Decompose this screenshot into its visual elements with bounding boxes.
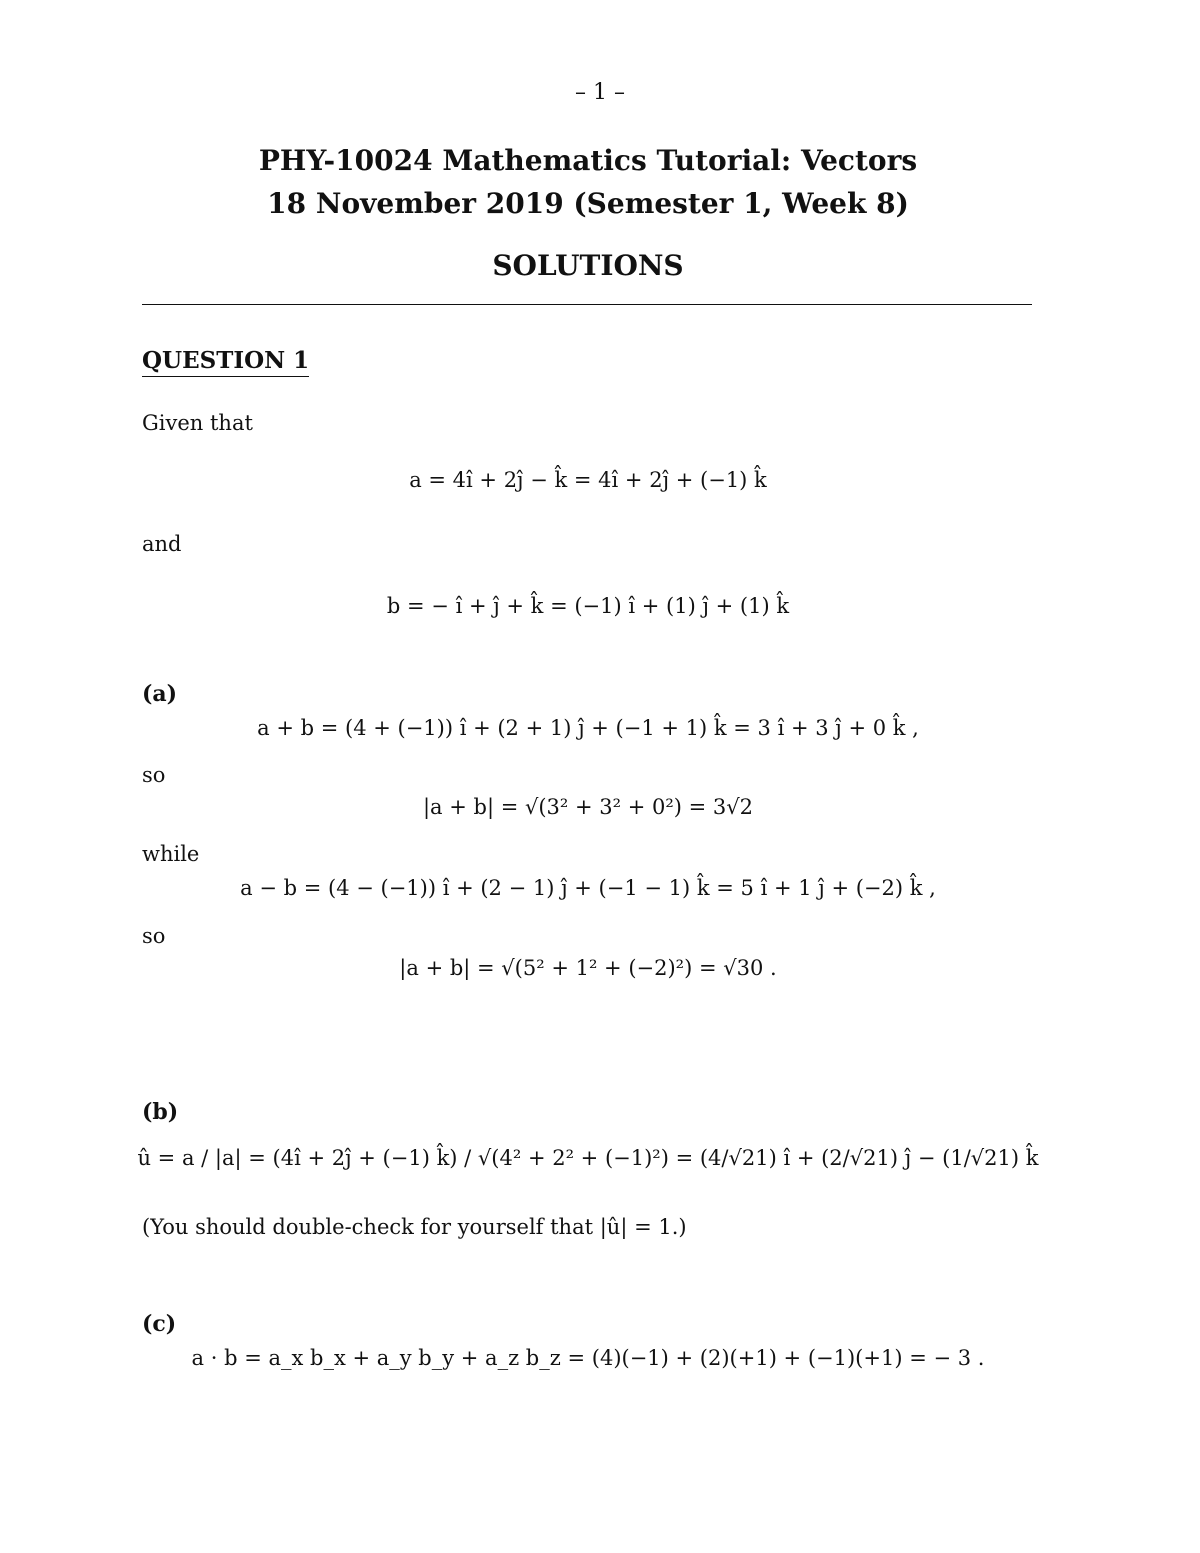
- equation-magnitude-diff: |a + b| = √(5² + 1² + (−2)²) = √30 .: [399, 956, 777, 980]
- part-c-label: (c): [142, 1311, 177, 1337]
- and-text: and: [142, 532, 182, 556]
- equation-unit-vector: û = a / |a| = (4î + 2ĵ + (−1) k̂) / √(4² + 2² + (−1)²) = (4/√21) î + (2/√21) ĵ − (1/√21) k̂: [137, 1146, 1039, 1170]
- page-number: – 1 –: [575, 80, 625, 105]
- so-text-2: so: [142, 924, 166, 948]
- title-line-1: PHY-10024 Mathematics Tutorial: Vectors: [258, 144, 918, 177]
- equation-a-minus-b: a − b = (4 − (−1)) î + (2 − 1) ĵ + (−1 − 1) k̂ = 5 î + 1 ĵ + (−2) k̂ ,: [240, 876, 936, 900]
- equation-a: a = 4î + 2ĵ − k̂ = 4î + 2ĵ + (−1) k̂: [409, 468, 767, 492]
- so-text-1: so: [142, 763, 166, 787]
- equation-a-plus-b: a + b = (4 + (−1)) î + (2 + 1) ĵ + (−1 + 1) k̂ = 3 î + 3 ĵ + 0 k̂ ,: [257, 716, 919, 740]
- title-line-3: SOLUTIONS: [492, 249, 684, 282]
- double-check-note: (You should double-check for yourself that |û| = 1.): [142, 1215, 687, 1239]
- header-divider: [142, 304, 1032, 305]
- part-a-label: (a): [142, 681, 178, 707]
- part-b-label: (b): [142, 1099, 179, 1125]
- equation-dot-product: a · b = a_x b_x + a_y b_y + a_z b_z = (4)(−1) + (2)(+1) + (−1)(+1) = − 3 .: [191, 1346, 985, 1370]
- question-heading: QUESTION 1: [142, 347, 309, 377]
- equation-b: b = − î + ĵ + k̂ = (−1) î + (1) ĵ + (1) k̂: [386, 594, 790, 618]
- equation-magnitude-sum: |a + b| = √(3² + 3² + 0²) = 3√2: [422, 795, 754, 819]
- title-line-2: 18 November 2019 (Semester 1, Week 8): [267, 187, 909, 220]
- while-text: while: [142, 842, 200, 866]
- given-text: Given that: [142, 411, 253, 435]
